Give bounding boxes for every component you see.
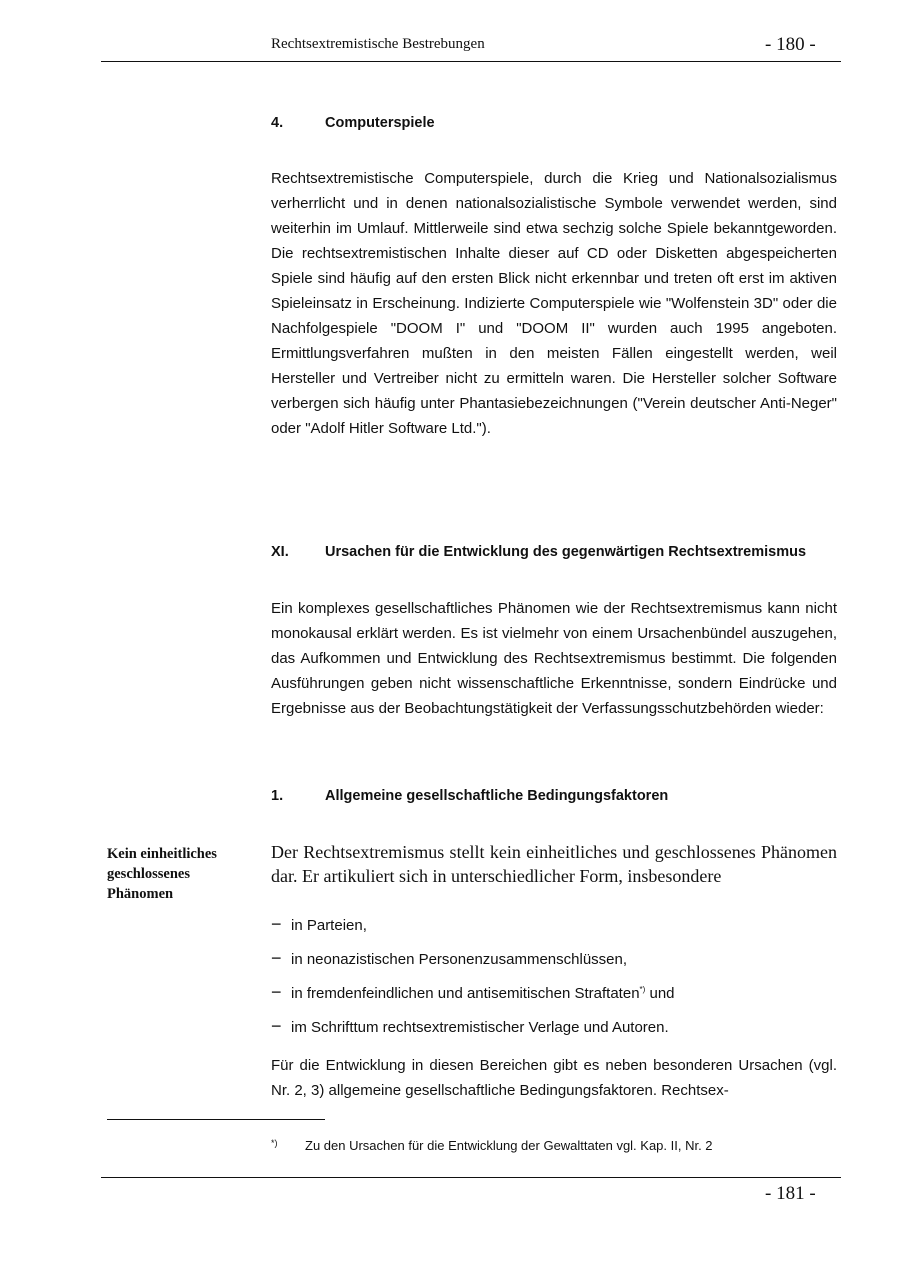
dash-marker: − (271, 948, 282, 968)
list-item (271, 981, 675, 1015)
footnote-text: Zu den Ursachen für die Entwicklung der Gewalttaten vgl. Kap. II, Nr. 2 (305, 1138, 713, 1153)
list-item-text-after: und (645, 985, 675, 1002)
section-1-intro: Der Rechtsextremismus stellt kein einheitliches und geschlossenes Phänomen dar. Er artikuliert sich in unterschiedlicher Form, insbesondere (271, 842, 837, 886)
section-4-paragraph: Rechtsextremistische Computerspiele, durch die Krieg und Nationalsozialismus verherrlicht und in denen nationalsozialistische Symbole verwendet werden, sind weiterhin im Umlauf. Mittlerweile sind etwa sechzig solche Spiele bekanntgeworden. Die rechtsextremistischen Inhalte dieser auf CD oder Disketten abgespeicherten Spiele sind häufig auf den ersten Blick nicht erkennbar und treten oft erst im aktiven Spieleinsatz in Erscheinung. Indizierte Computerspiele wie "Wolfenstein 3D" oder die Nachfolgespiele "DOOM I" und "DOOM II" wurden auch 1995 angeboten. Ermittlungsverfahren mußten in den meisten Fällen eingestellt werden, weil Hersteller und Vertreiber nicht zu ermitteln waren. Die Hersteller solcher Software verbergen sich häufig unter Phantasiebezeichnungen ("Verein deutscher Anti-Neger" oder "Adolf Hitler Software Ltd."). (271, 170, 837, 437)
dash-marker: − (271, 914, 282, 934)
list-item-text: in fremdenfeindlichen und antisemitischen Straftaten (291, 985, 640, 1002)
header-page-number: - 180 - (765, 34, 816, 55)
footnote-rule (107, 1119, 325, 1120)
list-item-text: im Schrifttum rechtsextremistischer Verlage und Autoren. (291, 1019, 669, 1036)
header-rule (101, 61, 841, 62)
dash-marker: − (271, 982, 282, 1002)
footnote (271, 1138, 713, 1153)
footnote-reference: *) (639, 985, 646, 994)
section-4-number: 4. (271, 115, 284, 131)
section-XI-title: Ursachen für die Entwicklung des gegenwärtigen Rechtsextremismus (325, 544, 807, 560)
section-4-title: Computerspiele (325, 115, 435, 131)
running-header-title: Rechtsextremistische Bestrebungen (271, 36, 485, 52)
footer-page-number: - 181 - (765, 1183, 816, 1204)
list-item-text: in Parteien, (291, 917, 367, 934)
list-item (271, 913, 675, 947)
footer-rule (101, 1177, 841, 1178)
list-item (271, 947, 675, 981)
margin-note: Kein einheitliches geschlossenes Phänomen (107, 846, 217, 902)
footnote-mark: *) (271, 1138, 278, 1148)
section-1-heading (271, 788, 668, 804)
section-1-title: Allgemeine gesellschaftliche Bedingungsfaktoren (325, 788, 669, 804)
section-XI-heading (271, 544, 806, 560)
dash-marker: − (271, 1016, 282, 1036)
list-item (271, 1015, 675, 1049)
section-1-number: 1. (271, 788, 284, 804)
section-XI-paragraph: Ein komplexes gesellschaftliches Phänomen wie der Rechtsextremismus kann nicht monokausal erklärt werden. Es ist vielmehr von einem Ursachenbündel auszugehen, das Aufkommen und Entwicklung des Rechtsextremismus bestimmt. Die folgenden Ausführungen geben nicht wissenschaftliche Erkenntnisse, sondern Eindrücke und Ergebnisse aus der Beobachtungstätigkeit der Verfassungsschutzbehörden wieder: (271, 600, 837, 717)
section-XI-number: XI. (271, 544, 289, 560)
section-1-closing: Für die Entwicklung in diesen Bereichen gibt es neben besonderen Ursachen (vgl. Nr. 2, 3) allgemeine gesellschaftliche Bedingungsfaktoren. Rechtsex- (271, 1057, 837, 1099)
bullet-list (271, 913, 675, 1049)
list-item-text: in neonazistischen Personenzusammenschlüssen, (291, 951, 628, 968)
section-4-heading (271, 115, 435, 131)
